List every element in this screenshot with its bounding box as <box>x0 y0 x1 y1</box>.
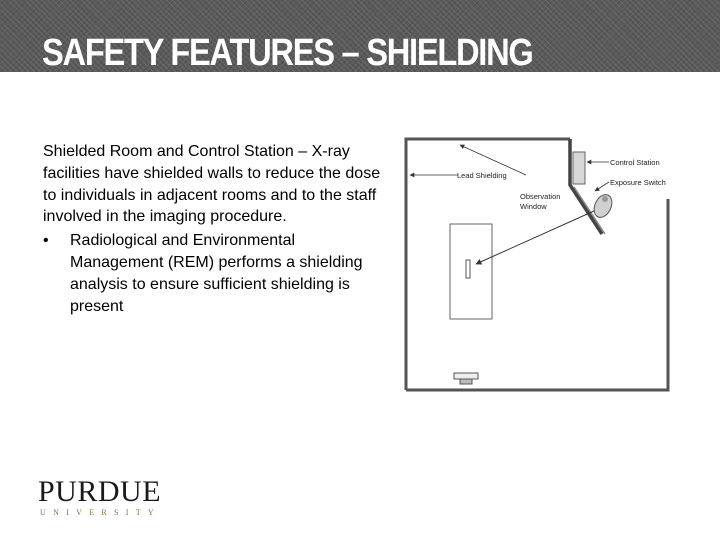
bullet-mark: • <box>43 232 49 250</box>
xray-source <box>454 373 478 379</box>
lead-shielding-label: Lead Shielding <box>457 171 507 180</box>
purdue-logo <box>38 477 162 519</box>
observation-window-label-line2: Window <box>520 202 547 211</box>
body-text <box>43 141 383 317</box>
title-bar <box>0 0 720 72</box>
exposure-switch-leader <box>595 182 609 191</box>
sight-line-arrow <box>476 211 594 264</box>
slide-title: SAFETY FEATURES – SHIELDING <box>42 32 533 74</box>
observation-window-label-line1: Observation <box>520 192 561 201</box>
patient-marker <box>466 260 470 278</box>
floor-plan-svg <box>402 137 676 393</box>
wall-bottom-right <box>406 199 668 390</box>
room-walls <box>406 139 668 390</box>
intro-paragraph: Shielded Room and Control Station – X-ray facilities have shielded walls to reduce the dose to individuals in adjacent rooms and to the staff involved in the imaging procedure. <box>43 143 381 226</box>
exposure-switch <box>602 196 608 202</box>
shielding-diagram <box>402 137 676 393</box>
exposure-switch-label: Exposure Switch <box>610 178 666 187</box>
exposure-switch-operator <box>591 192 616 221</box>
logo-wordmark: PURDUE <box>38 475 162 508</box>
xray-source-base <box>460 379 472 384</box>
logo-subtitle: UNIVERSITY <box>40 508 161 517</box>
bullet-text: Radiological and Environmental Management (REM) performs a shielding analysis to ensure sufficient shielding is present <box>70 232 363 315</box>
bullet-item <box>43 230 383 317</box>
control-station-label: Control Station <box>610 158 660 167</box>
control-station-console <box>573 152 585 184</box>
patient-table <box>450 224 492 319</box>
